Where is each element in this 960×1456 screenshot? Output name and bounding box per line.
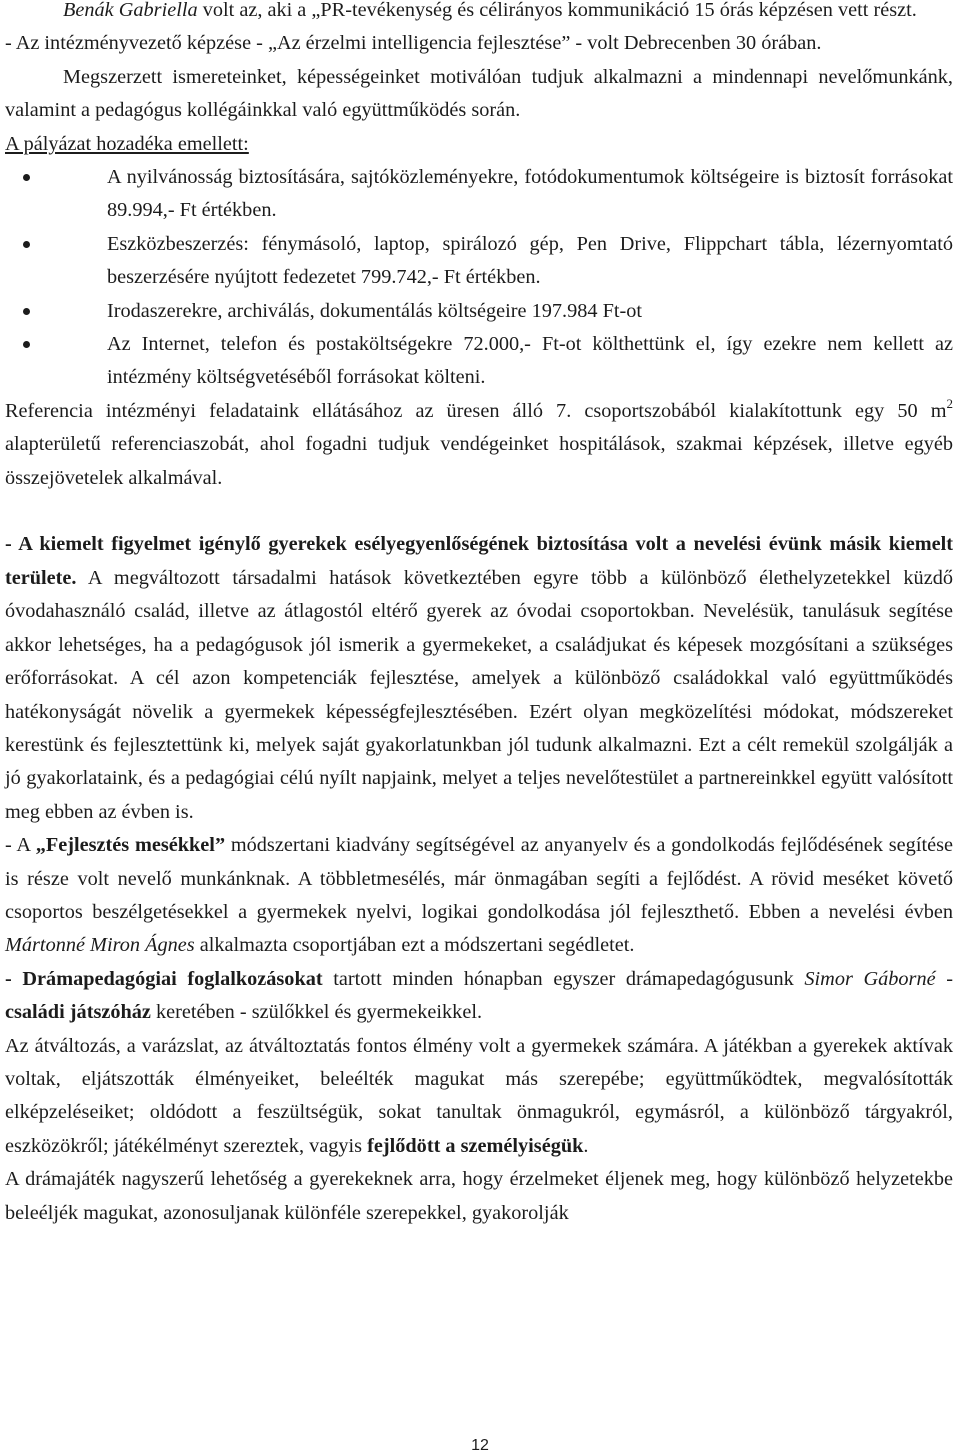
person-name: Simor Gáborné	[804, 967, 936, 990]
paragraph-equal-opportunity: - A kiemelt figyelmet igénylő gyerekek esélyegyenlőségének biztosítása volt a nevelési évünk másik kiemelt területe. A megváltozott társadalmi hatások következtében egyre több a különböző élethelyzetekkel küzdő óvodahasználó család, illetve az átlagostól eltérő gyerek az óvodai csoportokban. Nevelésük, tanulásuk segítése akkor lehetséges, ha a pedagógusok jól ismerik a gyermekeket, a családjukat és képesek mozgósítani a szükséges erőforrásokat. A cél azon kompetenciák fejlesztése, amelyek a különböző családokkal való együttműködés hatékonyságát növelik a gyermekek képességfejlesztésében. Ezért olyan megközelítési módokat, módszereket kerestünk és fejlesztettünk ki, melyek saját gyakorlatunkban jól tudunk alkalmazni. Ezt a célt remekül szolgálják a jó gyakorlataink, és a pedagógiai célú nyílt napjaink, melyet a teljes nevelőtestület a partnereinkkel együtt valósított meg ebben az évben is.	[5, 533, 953, 823]
page-body	[5, 0, 953, 1230]
list-item: Eszközbeszerzés: fénymásoló, laptop, spirálozó gép, Pen Drive, Flippchart tábla, lézernyomtató beszerzésére nyújtott fedezetet 799.742,- Ft értékben.	[107, 228, 953, 295]
paragraph-drama-sessions: - Drámapedagógiai foglalkozásokat tartott minden hónapban egyszer drámapedagógusunk Simor Gáborné - családi játszóház keretében - szülőkkel és gyermekeikkel.	[5, 967, 954, 1024]
grant-benefits-list	[5, 161, 953, 395]
paragraph-leader-training: - Az intézményvezető képzése - „Az érzelmi intelligencia fejlesztése” - volt Debrecenben 30 órában.	[5, 32, 822, 55]
person-name: Benák Gabriella	[63, 0, 198, 21]
paragraph-training-pr: Benák Gabriella volt az, aki a „PR-tevékenység és célirányos kommunikáció 15 órás képzésen vett részt.	[63, 0, 917, 21]
bullet-icon	[23, 241, 30, 248]
bullet-icon	[23, 174, 30, 181]
paragraph-knowledge: Megszerzett ismereteinket, képességeinket motiválóan tudjuk alkalmazni a mindennapi nevelőmunkánk, valamint a pedagógus kollégáinkkal való együttműködés során.	[5, 65, 953, 122]
list-item: A nyilvánosság biztosítására, sajtóközleményekre, fotódokumentumok költségeire is biztosít forrásokat 89.994,- Ft értékben.	[107, 161, 953, 228]
bullet-icon	[23, 341, 30, 348]
paragraph-reference-room: Referencia intézményi feladataink ellátásához az üresen álló 7. csoportszobából kialakítottunk egy 50 $m^2$ alapterületű referenciaszobát, ahol fogadni tudjuk vendégeinket hospitálások, szakmai képzések, illetve egyéb összejövetelek alkalmával.	[5, 395, 953, 489]
paragraph-fairy-tales: - A „Fejlesztés mesékkel” módszertani kiadvány segítségével az anyanyelv és a gondolkodás fejlődésének segítése is része volt nevelő munkánknak. A többletmesélés, már önmagában segíti a fejlődést. A rövid meséket követő csoportos beszélgetésekkel a gyermekek nyelvi, logikai gondolkodása jól fejleszthető. Ebben a nevelési évben Mártonné Miron Ágnes alkalmazta csoportjában ezt a módszertani segédletet.	[5, 834, 953, 957]
bullet-icon	[23, 308, 30, 315]
list-item: Irodaszerekre, archiválás, dokumentálás költségeire 197.984 Ft-ot	[107, 295, 953, 328]
paragraph-drama-game: A drámajáték nagyszerű lehetőség a gyerekeknek arra, hogy érzelmeket éljenek meg, hogy különböző helyzetekbe beleéljék magukat, azonosuljanak különféle szerepekkel, gyakorolják	[5, 1168, 953, 1224]
list-item: Az Internet, telefon és postaköltségekre 72.000,- Ft-ot költhettünk el, így ezekre nem kellett az intézmény költségvetéséből forrásokat költeni.	[107, 328, 953, 395]
blank-line	[5, 495, 953, 528]
person-name: Mártonné Miron Ágnes	[5, 934, 195, 957]
page-number: 12	[471, 1437, 489, 1454]
grant-heading: A pályázat hozadéka emellett:	[5, 132, 249, 155]
paragraph-transformation: Az átváltozás, a varázslat, az átváltoztatás fontos élmény volt a gyermekek számára. A játékban a gyerekek aktívak voltak, eljátszották élményeiket, beleélték magukat más szerepébe; együttműködtek, megvalósították elképzeléseiket; oldódott a feszültségük, sokat tanultak önmagukról, egymásról, a különböző tárgyakról, eszközökről; játékélményt szereztek, vagyis fejlődött a személyiségük.	[5, 1034, 953, 1157]
